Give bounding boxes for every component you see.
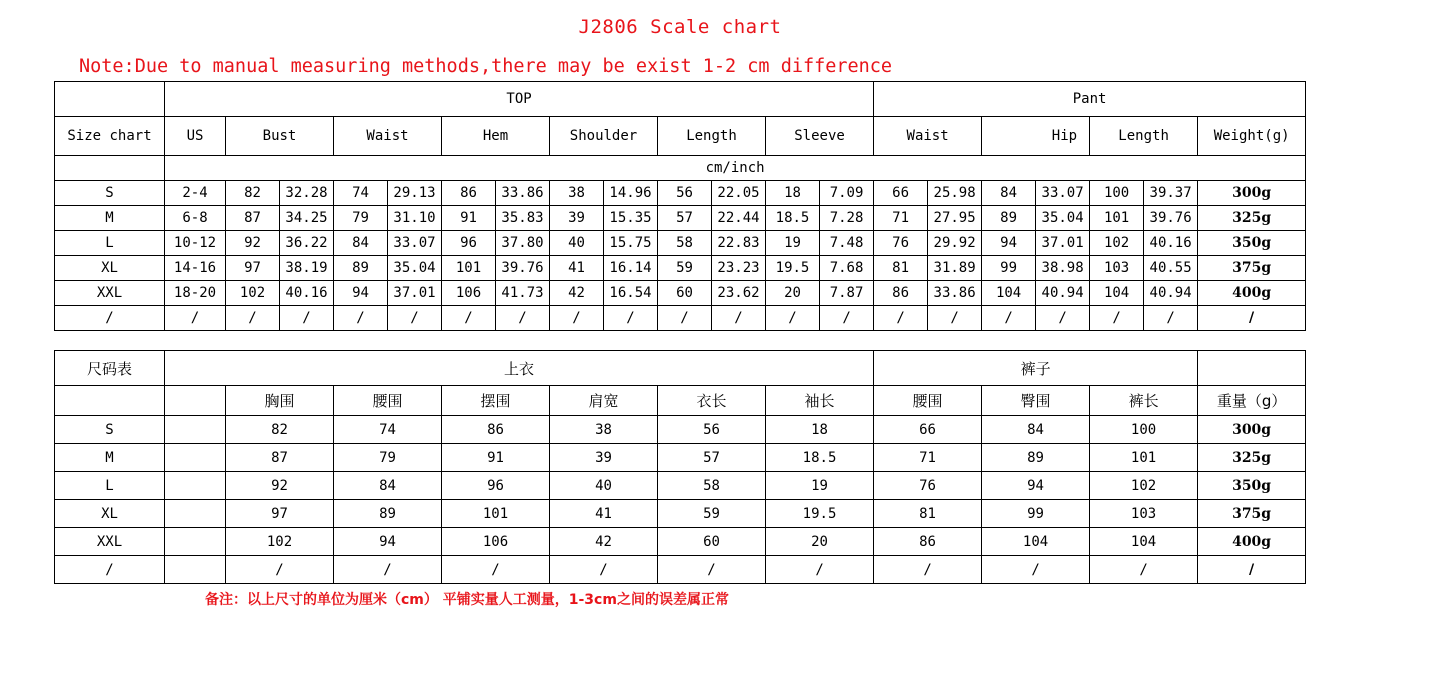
- weight-cell: 325g: [1198, 444, 1306, 472]
- size-label: XL: [55, 500, 165, 528]
- table-cell: 38: [550, 181, 604, 206]
- table-cell: 101: [442, 256, 496, 281]
- size-table-chinese: [54, 350, 1306, 584]
- table-cell: 82: [226, 181, 280, 206]
- table-cell: 33.07: [388, 231, 442, 256]
- table-cell: 102: [1090, 472, 1198, 500]
- table-cell: 94: [982, 231, 1036, 256]
- table-cell: 37.01: [1036, 231, 1090, 256]
- table-cell: 7.28: [820, 206, 874, 231]
- table-row: [55, 444, 1306, 472]
- table-row: [55, 556, 1306, 584]
- table-cell: 7.68: [820, 256, 874, 281]
- col-header-weight: Weight(g): [1198, 117, 1306, 156]
- table-cell: 40.16: [1144, 231, 1198, 256]
- table-cell: 66: [874, 416, 982, 444]
- size-label: L: [55, 231, 165, 256]
- table-cell: 99: [982, 256, 1036, 281]
- col-header-row-cn: [55, 386, 1306, 416]
- col-header-cn: 肩宽: [550, 386, 658, 416]
- table-cell: 56: [658, 416, 766, 444]
- table-cell: /: [550, 306, 604, 331]
- table-cell: 86: [874, 528, 982, 556]
- table-cell: /: [1090, 556, 1198, 584]
- group-header-pant: Pant: [874, 82, 1306, 117]
- col-header-hem: Hem: [442, 117, 550, 156]
- table-cell: 37.80: [496, 231, 550, 256]
- table-cell: 29.92: [928, 231, 982, 256]
- table-cell: 82: [226, 416, 334, 444]
- table-cell: 99: [982, 500, 1090, 528]
- table-cell: 33.86: [928, 281, 982, 306]
- table-cell: 20: [766, 281, 820, 306]
- table-cell: /: [874, 306, 928, 331]
- col-header-hip: Hip: [982, 117, 1090, 156]
- table-cell: 22.83: [712, 231, 766, 256]
- size-label: XL: [55, 256, 165, 281]
- table-cell: 89: [334, 256, 388, 281]
- table-cell: 103: [1090, 500, 1198, 528]
- table-cell: /: [712, 306, 766, 331]
- table-cell: /: [658, 556, 766, 584]
- table-cell: /: [766, 556, 874, 584]
- table-cell: 42: [550, 281, 604, 306]
- table-cell: 19: [766, 231, 820, 256]
- col-header-blank: [55, 386, 165, 416]
- table-cell: /: [820, 306, 874, 331]
- col-header-bust: Bust: [226, 117, 334, 156]
- table-cell: /: [550, 556, 658, 584]
- table-cell: 91: [442, 444, 550, 472]
- table-cell: 23.23: [712, 256, 766, 281]
- weight-cell: 400g: [1198, 528, 1306, 556]
- table-cell: 84: [334, 231, 388, 256]
- size-chart-label: Size chart: [55, 117, 165, 156]
- table-cell: 89: [334, 500, 442, 528]
- table-cell: 92: [226, 472, 334, 500]
- table-cell: 40.55: [1144, 256, 1198, 281]
- weight-cell: 300g: [1198, 181, 1306, 206]
- size-label: S: [55, 181, 165, 206]
- weight-cell: /: [1198, 306, 1306, 331]
- weight-cell: 400g: [1198, 281, 1306, 306]
- unit-label: cm/inch: [165, 156, 1306, 181]
- table-cell: 100: [1090, 181, 1144, 206]
- table-cell: 32.28: [280, 181, 334, 206]
- size-label: /: [55, 306, 165, 331]
- table-cell: 91: [442, 206, 496, 231]
- table-cell: 74: [334, 416, 442, 444]
- table-cell: 84: [982, 181, 1036, 206]
- table-cell: 38.98: [1036, 256, 1090, 281]
- table-cell: 81: [874, 256, 928, 281]
- table-row: [55, 528, 1306, 556]
- table-cell: 42: [550, 528, 658, 556]
- table-cell: 81: [874, 500, 982, 528]
- table-cell: 106: [442, 528, 550, 556]
- table-cell: 96: [442, 231, 496, 256]
- table-cell: /: [334, 306, 388, 331]
- table-cell: 59: [658, 256, 712, 281]
- col-header-length: Length: [658, 117, 766, 156]
- table-row: [55, 416, 1306, 444]
- table-cell: 84: [334, 472, 442, 500]
- table-cell: 35.04: [1036, 206, 1090, 231]
- table-cell: 76: [874, 472, 982, 500]
- table-cell: 7.87: [820, 281, 874, 306]
- table-cell: 22.44: [712, 206, 766, 231]
- table-cell: 2-4: [165, 181, 226, 206]
- size-table-chinese-body: [55, 416, 1306, 584]
- table-cell: /: [604, 306, 658, 331]
- table-cell: [165, 500, 226, 528]
- table-cell: 29.13: [388, 181, 442, 206]
- table-cell: 35.83: [496, 206, 550, 231]
- table-cell: 104: [1090, 528, 1198, 556]
- table-cell: 41: [550, 500, 658, 528]
- table-cell: 18-20: [165, 281, 226, 306]
- table-cell: /: [658, 306, 712, 331]
- size-table-english: [54, 81, 1306, 331]
- weight-cell: 325g: [1198, 206, 1306, 231]
- table-cell: 96: [442, 472, 550, 500]
- table-cell: /: [334, 556, 442, 584]
- table-cell: 79: [334, 444, 442, 472]
- table-cell: 84: [982, 416, 1090, 444]
- table-cell: 22.05: [712, 181, 766, 206]
- group-header-pant-cn: 裤子: [874, 351, 1198, 386]
- table-cell: 38: [550, 416, 658, 444]
- table-cell: 101: [1090, 206, 1144, 231]
- table-cell: 41.73: [496, 281, 550, 306]
- table-cell: /: [388, 306, 442, 331]
- weight-header-blank: [1198, 351, 1306, 386]
- table-cell: 60: [658, 281, 712, 306]
- col-header-cn: 胸围: [226, 386, 334, 416]
- table-cell: 39: [550, 206, 604, 231]
- size-chart-label-cn: 尺码表: [55, 351, 165, 386]
- table-cell: [165, 556, 226, 584]
- corner-cell: [55, 82, 165, 117]
- table-cell: 18: [766, 181, 820, 206]
- table-cell: 57: [658, 444, 766, 472]
- table-cell: 89: [982, 206, 1036, 231]
- table-cell: 34.25: [280, 206, 334, 231]
- table-cell: 106: [442, 281, 496, 306]
- table-cell: 39.37: [1144, 181, 1198, 206]
- table-cell: 71: [874, 444, 982, 472]
- table-cell: 59: [658, 500, 766, 528]
- table-cell: 16.14: [604, 256, 658, 281]
- table-cell: /: [982, 306, 1036, 331]
- table-row: [55, 206, 1306, 231]
- table-cell: [165, 444, 226, 472]
- table-cell: 27.95: [928, 206, 982, 231]
- col-header-cn: 摆围: [442, 386, 550, 416]
- table-cell: 86: [442, 181, 496, 206]
- table-cell: 15.75: [604, 231, 658, 256]
- table-cell: 31.89: [928, 256, 982, 281]
- table-cell: 6-8: [165, 206, 226, 231]
- size-label: XXL: [55, 528, 165, 556]
- table-cell: 92: [226, 231, 280, 256]
- table-cell: 7.09: [820, 181, 874, 206]
- chart-title: J2806 Scale chart: [578, 16, 782, 38]
- table-cell: 102: [226, 528, 334, 556]
- unit-row-blank: [55, 156, 165, 181]
- footer-note: 备注：以上尺寸的单位为厘米（cm） 平铺实量人工测量，1-3cm之间的误差属正常: [205, 592, 729, 608]
- table-cell: 23.62: [712, 281, 766, 306]
- table-row: [55, 181, 1306, 206]
- table-cell: /: [1090, 306, 1144, 331]
- table-cell: 39: [550, 444, 658, 472]
- table-cell: 14-16: [165, 256, 226, 281]
- table-cell: 102: [1090, 231, 1144, 256]
- table-cell: 7.48: [820, 231, 874, 256]
- table-cell: 31.10: [388, 206, 442, 231]
- table-cell: /: [1036, 306, 1090, 331]
- size-label: XXL: [55, 281, 165, 306]
- table-row: [55, 281, 1306, 306]
- col-header-cn: 衣长: [658, 386, 766, 416]
- weight-cell: 300g: [1198, 416, 1306, 444]
- table-cell: /: [496, 306, 550, 331]
- size-label: M: [55, 206, 165, 231]
- table-cell: 20: [766, 528, 874, 556]
- col-header-cn: 重量（g）: [1198, 386, 1306, 416]
- table-cell: 94: [334, 281, 388, 306]
- table-cell: /: [874, 556, 982, 584]
- table-cell: 25.98: [928, 181, 982, 206]
- table-cell: 86: [442, 416, 550, 444]
- table-cell: 10-12: [165, 231, 226, 256]
- table-cell: 40.16: [280, 281, 334, 306]
- table-cell: 76: [874, 231, 928, 256]
- measurement-note: Note:Due to manual measuring methods,there may be exist 1-2 cm difference: [79, 56, 893, 77]
- table-cell: /: [766, 306, 820, 331]
- table-cell: 40: [550, 472, 658, 500]
- table-cell: 87: [226, 206, 280, 231]
- table-cell: /: [442, 306, 496, 331]
- table-cell: /: [226, 306, 280, 331]
- table-cell: 58: [658, 231, 712, 256]
- table-cell: 89: [982, 444, 1090, 472]
- table-cell: 104: [1090, 281, 1144, 306]
- table-cell: 104: [982, 281, 1036, 306]
- size-table-english-body: [55, 181, 1306, 331]
- col-header-us: US: [165, 117, 226, 156]
- table-cell: 40.94: [1144, 281, 1198, 306]
- table-cell: 102: [226, 281, 280, 306]
- col-header-cn: 袖长: [766, 386, 874, 416]
- col-header-shoulder: Shoulder: [550, 117, 658, 156]
- col-header-pant-waist: Waist: [874, 117, 982, 156]
- table-cell: 60: [658, 528, 766, 556]
- table-cell: 58: [658, 472, 766, 500]
- table-cell: /: [1144, 306, 1198, 331]
- weight-cell: 375g: [1198, 256, 1306, 281]
- table-cell: 103: [1090, 256, 1144, 281]
- table-cell: 37.01: [388, 281, 442, 306]
- table-cell: 33.86: [496, 181, 550, 206]
- size-label: /: [55, 556, 165, 584]
- table-cell: 57: [658, 206, 712, 231]
- table-cell: 39.76: [1144, 206, 1198, 231]
- col-header-sleeve: Sleeve: [766, 117, 874, 156]
- table-cell: 100: [1090, 416, 1198, 444]
- table-cell: 18: [766, 416, 874, 444]
- col-header-cn: 腰围: [334, 386, 442, 416]
- table-cell: 19.5: [766, 256, 820, 281]
- size-label: S: [55, 416, 165, 444]
- size-label: M: [55, 444, 165, 472]
- table-cell: 87: [226, 444, 334, 472]
- table-cell: 101: [442, 500, 550, 528]
- group-header-top-cn: 上衣: [165, 351, 874, 386]
- table-cell: 94: [982, 472, 1090, 500]
- col-header-waist: Waist: [334, 117, 442, 156]
- table-cell: 16.54: [604, 281, 658, 306]
- table-cell: /: [982, 556, 1090, 584]
- table-cell: 86: [874, 281, 928, 306]
- table-cell: [165, 472, 226, 500]
- table-row: [55, 256, 1306, 281]
- weight-cell: 350g: [1198, 472, 1306, 500]
- table-cell: [165, 528, 226, 556]
- table-cell: 97: [226, 500, 334, 528]
- weight-cell: 350g: [1198, 231, 1306, 256]
- table-cell: 36.22: [280, 231, 334, 256]
- table-cell: 94: [334, 528, 442, 556]
- table-cell: /: [280, 306, 334, 331]
- table-cell: /: [928, 306, 982, 331]
- table-cell: 15.35: [604, 206, 658, 231]
- table-cell: /: [226, 556, 334, 584]
- table-cell: 19.5: [766, 500, 874, 528]
- weight-cell: /: [1198, 556, 1306, 584]
- table-cell: 14.96: [604, 181, 658, 206]
- table-cell: 74: [334, 181, 388, 206]
- table-cell: /: [165, 306, 226, 331]
- table-cell: [165, 416, 226, 444]
- table-cell: 18.5: [766, 444, 874, 472]
- table-cell: 104: [982, 528, 1090, 556]
- table-cell: 39.76: [496, 256, 550, 281]
- table-cell: 19: [766, 472, 874, 500]
- col-header-pant-length: Length: [1090, 117, 1198, 156]
- table-cell: /: [442, 556, 550, 584]
- table-cell: 71: [874, 206, 928, 231]
- table-cell: 38.19: [280, 256, 334, 281]
- table-row: [55, 500, 1306, 528]
- table-cell: 18.5: [766, 206, 820, 231]
- col-header-cn: [165, 386, 226, 416]
- table-cell: 33.07: [1036, 181, 1090, 206]
- col-header-cn: 臀围: [982, 386, 1090, 416]
- weight-cell: 375g: [1198, 500, 1306, 528]
- table-row: [55, 472, 1306, 500]
- table-cell: 97: [226, 256, 280, 281]
- table-cell: 66: [874, 181, 928, 206]
- table-row: [55, 231, 1306, 256]
- group-header-top: TOP: [165, 82, 874, 117]
- table-row: [55, 306, 1306, 331]
- table-cell: 56: [658, 181, 712, 206]
- table-cell: 35.04: [388, 256, 442, 281]
- table-cell: 40.94: [1036, 281, 1090, 306]
- col-header-cn: 裤长: [1090, 386, 1198, 416]
- size-label: L: [55, 472, 165, 500]
- table-cell: 79: [334, 206, 388, 231]
- table-cell: 41: [550, 256, 604, 281]
- table-cell: 101: [1090, 444, 1198, 472]
- table-cell: 40: [550, 231, 604, 256]
- col-header-cn: 腰围: [874, 386, 982, 416]
